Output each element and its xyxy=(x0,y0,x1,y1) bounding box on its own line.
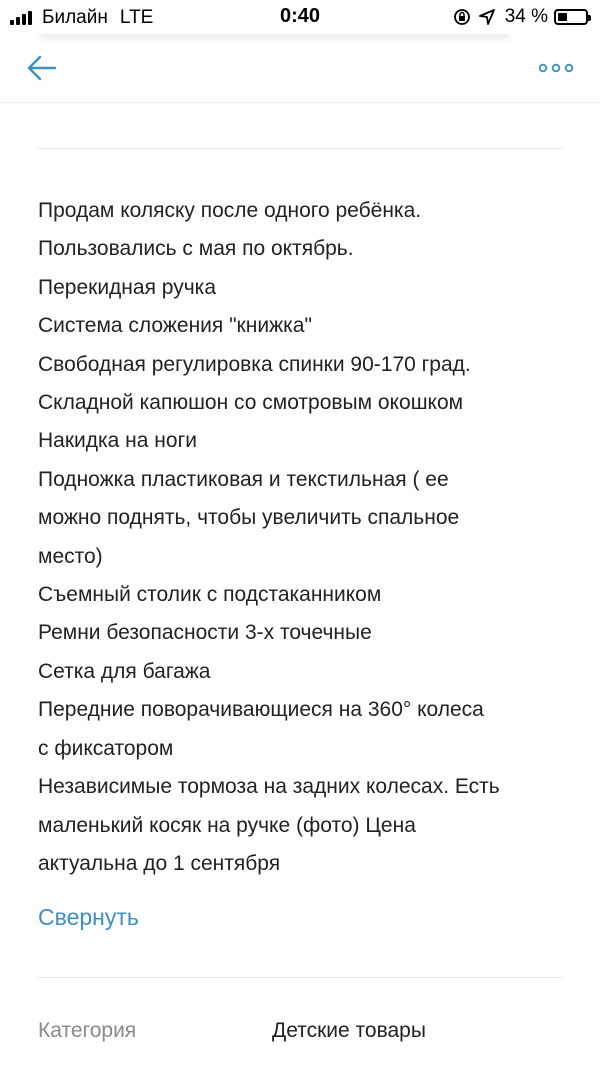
description-line: место) xyxy=(38,544,103,568)
description-line: Накидка на ноги xyxy=(38,429,197,453)
description-line: Пользовались с мая по октябрь. xyxy=(38,237,354,261)
description-line: Продам коляску после одного ребёнка. xyxy=(38,199,422,222)
back-button[interactable] xyxy=(22,50,62,86)
item-description xyxy=(38,192,562,883)
description-line: Независимые тормоза на задних колесах. Есть xyxy=(38,775,500,799)
back-arrow-icon xyxy=(27,55,57,81)
location-icon xyxy=(479,9,495,25)
description-line: можно поднять, чтобы увеличить спальное xyxy=(38,506,460,530)
battery-icon xyxy=(554,9,588,25)
category-value[interactable]: Детские товары xyxy=(272,1019,426,1042)
description-line: маленький косяк на ручке (фото) Цена xyxy=(38,813,416,837)
navigation-bar xyxy=(0,34,600,103)
description-line: Свободная регулировка спинки 90-170 град. xyxy=(38,352,471,376)
description-line: актуальна до 1 сентября xyxy=(38,851,281,875)
divider xyxy=(38,148,562,149)
battery-fill xyxy=(558,13,567,21)
lock-rotation-icon xyxy=(453,8,471,26)
divider xyxy=(38,977,562,978)
more-button[interactable] xyxy=(536,54,576,82)
description-line: Подножка пластиковая и текстильная ( ее xyxy=(38,467,449,491)
network-type: LTE xyxy=(119,7,154,28)
scrolled-content-shadow xyxy=(40,34,510,40)
carrier-name: Билайн xyxy=(42,7,108,28)
more-dots-icon xyxy=(538,63,574,73)
collapse-link[interactable]: Свернуть xyxy=(38,904,139,930)
status-time: 0:40 xyxy=(279,5,321,27)
description-line: Передние поворачивающиеся на 360° колеса xyxy=(38,698,484,722)
status-right xyxy=(445,6,588,28)
category-label: Категория xyxy=(38,1019,137,1042)
description-line: Система сложения "книжка" xyxy=(38,314,312,338)
status-bar xyxy=(0,0,600,34)
description-line: Съемный столик с подстаканником xyxy=(38,583,382,607)
description-line: с фиксатором xyxy=(38,736,174,760)
description-line: Ремни безопасности 3-х точечные xyxy=(38,621,372,645)
description-line: Перекидная ручка xyxy=(38,275,216,299)
description-line: Сетка для багажа xyxy=(38,659,211,683)
description-line: Складной капюшон со смотровым окошком xyxy=(38,391,464,415)
battery-percent: 34 % xyxy=(504,6,548,27)
